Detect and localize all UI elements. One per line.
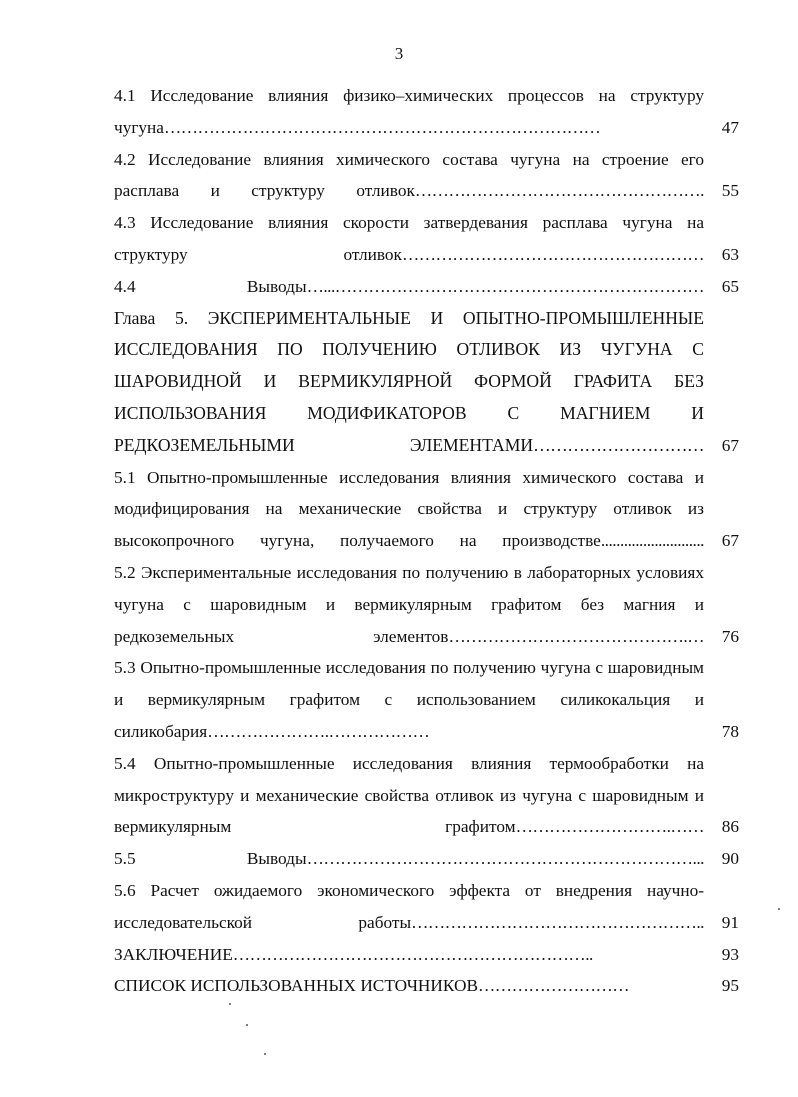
toc-entry-title: 4.3 Исследование влияния скорости затвердевания расплава чугуна на структуру отливок……………………………………………… [114, 213, 704, 264]
toc-entry-title: 5.5 Выводы……………………………………………………………... [114, 849, 704, 869]
toc-leader-dots: ……………………………………………… [401, 244, 704, 264]
toc-entry-4-2[interactable] [114, 144, 739, 208]
toc-entry-5-5[interactable] [114, 843, 739, 875]
toc-entry-title: 4.4 Выводы…...………………………………………………………… [114, 276, 704, 296]
scan-speck [246, 1024, 248, 1026]
page-number: 3 [394, 44, 404, 63]
toc-entry-references[interactable] [114, 970, 739, 1002]
toc-entry-4-4[interactable] [114, 271, 739, 303]
toc-page-number: 67 [721, 531, 739, 551]
toc-page-number: 67 [721, 435, 739, 455]
toc-page-number: 91 [721, 912, 739, 932]
toc-leader-dots: …………………………………………….. [411, 912, 704, 932]
toc-leader-dots: ………………….……………… [207, 721, 430, 741]
toc-entry-title: 4.2 Исследование влияния химического состава чугуна на строение его расплава и структуру отливок……………………………………………. [114, 149, 704, 201]
toc-leader-dots: ……………………….…… [515, 817, 704, 837]
toc-leader-dots: …………………………………………………………………… [163, 117, 601, 137]
toc-entry-title: 5.4 Опытно-промышленные исследования влияния термообработки на микроструктуру и механические свойства отливок из чугуна с шаровидным и вермикулярным графитом……………………….…… [114, 753, 704, 837]
toc-entry-5-2[interactable] [114, 557, 739, 652]
toc-entry-title: 5.6 Расчет ожидаемого экономического эффекта от внедрения научно-исследовательской работы…………………………………………….. [114, 880, 704, 932]
toc-entry-title: Глава 5. ЭКСПЕРИМЕНТАЛЬНЫЕ И ОПЫТНО-ПРОМЫШЛЕННЫЕ ИССЛЕДОВАНИЯ ПО ПОЛУЧЕНИЮ ОТЛИВОК ИЗ ЧУГУНА С ШАРОВИДНОЙ И ВЕРМИКУЛЯРНОЙ ФОРМОЙ ГРАФИТА БЕЗ ИСПОЛЬЗОВАНИЯ МОДИФИКАТОРОВ С МАГНИЕМ И РЕДКОЗЕМЕЛЬНЫМИ ЭЛЕМЕНТАМИ………………………… [114, 307, 704, 455]
toc-entry-title: СПИСОК ИСПОЛЬЗОВАННЫХ ИСТОЧНИКОВ……………………… [114, 976, 630, 996]
toc-page-number: 86 [721, 817, 739, 837]
scan-speck [264, 1053, 266, 1055]
table-of-contents [114, 80, 739, 1002]
toc-entry-title: 5.1 Опытно-промышленные исследования влияния химического состава и модифицирования на механические свойства и структуру отливок из высокопрочного чугуна, получаемого на производстве........................... [114, 467, 704, 551]
toc-entry-chapter-5[interactable] [114, 303, 739, 462]
toc-page-number: 55 [721, 181, 739, 201]
toc-leader-dots: …...………………………………………………………… [306, 276, 704, 296]
toc-page-number: 65 [721, 276, 739, 296]
toc-page-number: 47 [721, 117, 739, 137]
toc-entry-title: ЗАКЛЮЧЕНИЕ……………………………………………………….. [114, 944, 593, 964]
toc-entry-4-3[interactable] [114, 207, 739, 271]
toc-leader-dots: …………………………………….… [448, 626, 704, 646]
toc-leader-dots: ........................... [600, 531, 704, 551]
toc-entry-5-3[interactable] [114, 652, 739, 747]
toc-leader-dots: ……………………………………………………….. [232, 944, 593, 964]
toc-entry-title: 4.1 Исследование влияния физико–химических процессов на структуру чугуна…………………………………………………………………… [114, 86, 704, 137]
toc-page-number: 78 [721, 721, 739, 741]
toc-leader-dots: ……………………………………………. [414, 181, 704, 201]
toc-page-number: 93 [721, 944, 739, 964]
toc-page-number: 63 [721, 244, 739, 264]
toc-entry-conclusion[interactable] [114, 939, 739, 971]
toc-page-number: 76 [721, 626, 739, 646]
scan-speck [778, 908, 780, 910]
toc-page-number: 90 [721, 849, 739, 869]
toc-leader-dots: ……………………… [478, 976, 630, 996]
toc-entry-4-1[interactable] [114, 80, 739, 144]
toc-leader-dots: ……………………………………………………………... [306, 849, 704, 869]
toc-page-number: 95 [721, 976, 739, 996]
scan-speck [229, 1003, 231, 1005]
toc-entry-5-4[interactable] [114, 748, 739, 843]
toc-entry-5-1[interactable] [114, 462, 739, 557]
toc-entry-title: 5.2 Экспериментальные исследования по получению в лабораторных условиях чугуна с шаровидным и вермикулярным графитом без магния и редкоземельных элементов…………………………………….… [114, 562, 704, 646]
toc-entry-5-6[interactable] [114, 875, 739, 939]
toc-leader-dots: ………………………… [533, 434, 704, 455]
toc-entry-title: 5.3 Опытно-промышленные исследования по получению чугуна с шаровидным и вермикулярным графитом с использованием силикокальция и силикобария………………….……………… [114, 658, 704, 741]
